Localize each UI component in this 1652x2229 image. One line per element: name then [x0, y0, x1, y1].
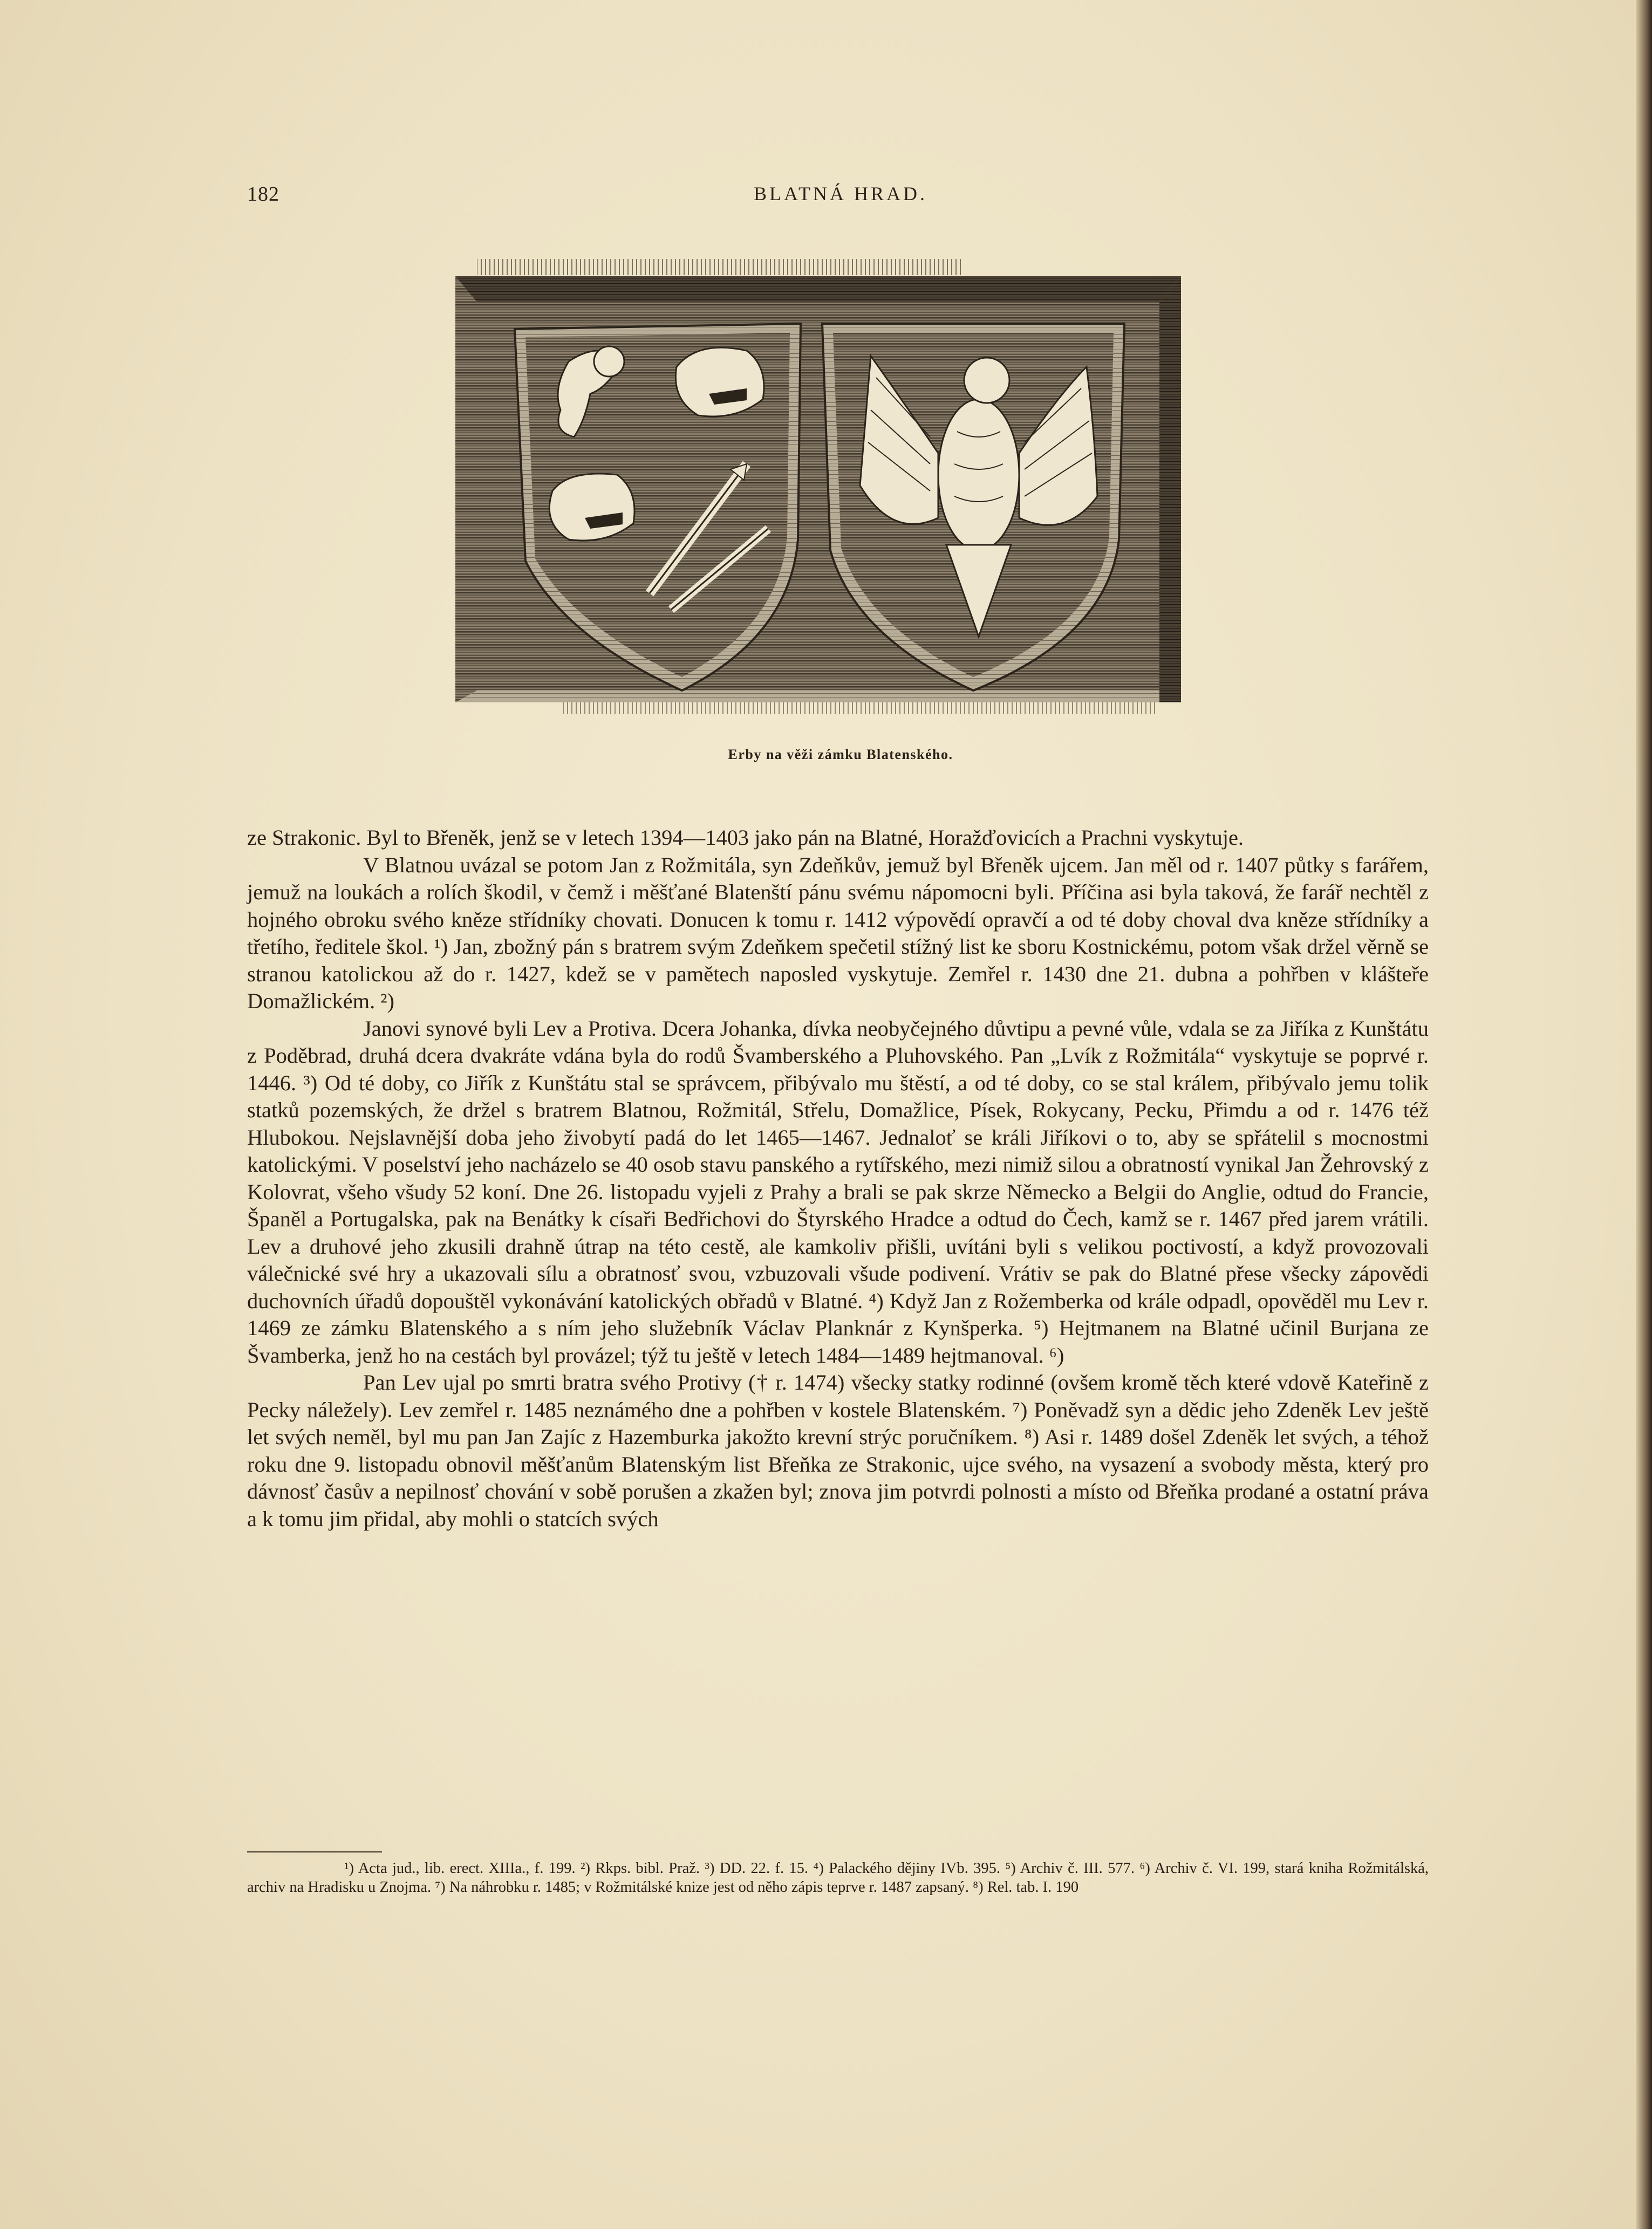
- paragraph-4: Pan Lev ujal po smrti bratra svého Protivy († r. 1474) všecky statky rodinné (ovšem kromě těch které vdově Kateřině z Pecky náležely). Lev zemřel r. 1485 neznámého dne a pohřben v kostele Blatenském. ⁷) Poněvadž syn a dědic jeho Zdeněk Lev ještě let svých neměl, byl mu pan Jan Zajíc z Hazemburka jakožto krevní strýc poručníkem. ⁸) Asi r. 1489 došel Zdeněk let svých, a téhož roku dne 9. listopadu obnovil měšťanům Blatenským list Břeňka ze Strakonic, ujce svého, na vysazení a svobody města, který pro dávnosť časův a nepilnosť chování v sobě porušen a zkažen byl; znova jim potvrdi polnosti a místo od Břeňka prodané a ostatní práva a k tomu jim přidal, aby mohli o statcích svých: [247, 1370, 1429, 1531]
- page-header-title: BLATNÁ HRAD.: [753, 183, 927, 204]
- engraving-illustration: [445, 259, 1194, 715]
- paragraph-3: Janovi synové byli Lev a Protiva. Dcera Johanka, dívka neobyčejného důvtipu a pevné vůle, vdala se za Jiříka z Kunštátu z Poděbrad, druhá dcera dvakráte vdána byla do rodů Švamberského a Pluhovského. Pan „Lvík z Rožmitála“ vyskytuje se poprvé r. 1446. ³) Od té doby, co Jiřík z Kunštátu stal se správcem, přibývalo mu štěstí, a od té doby, co se stal králem, přibývalo jemu tolik statků pozemských, že držel s bratrem Blatnou, Rožmitál, Střelu, Domažlice, Písek, Rokycany, Pecku, Přimdu a od r. 1476 též Hlubokou. Nejslavnější doba jeho živobytí padá do let 1465—1467. Jednaloť se králi Jiříkovi o to, aby se spřátelil s mocnostmi katolickými. V poselství jeho nacházelo se 40 osob stavu panského a rytířského, mezi nimiž silou a obratností vynikal Jan Žehrovský z Kolovrat, všeho všudy 52 koní. Dne 26. listopadu vyjeli z Prahy a brali se pak skrze Německo a Belgii do Anglie, odtud do Francie, Španěl a Portugalska, pak na Benátky k císaři Bedřichovi do Štyrského Hradce a odtud do Čech, kamž se r. 1467 před jarem vrátili. Lev a druhové jeho zkusili drahně útrap na této cestě, ale kamkoliv přišli, uvítáni byli s velikou poctivostí, a když provozovali válečnické své hry a ukazovali sílu a obratnosť svou, vzbuzovali všude podivení. Vrátiv se pak do Blatné přese všecky zápovědi duchovních úřadů dopouštěl vykonávání katolických obřadů v Blatné. ⁴) Když Jan z Rožemberka od krále odpadl, opověděl mu Lev r. 1469 ze zámku Blatenského a s ním jeho služebník Václav Planknár z Kynšperka. ⁵) Hejtmanem na Blatné učinil Burjana ze Švamberka, jenž ho na cestách byl provázel; týž tu ještě v letech 1484—1489 hejtmanoval. ⁶): [247, 1016, 1429, 1368]
- paragraph-2: V Blatnou uvázal se potom Jan z Rožmitála, syn Zdeňkův, jemuž byl Břeněk ujcem. Jan měl od r. 1407 půtky s farářem, jemuž na loukách a rolích škodil, v čemž i měšťané Blatenští pánu svému nápomocni byli. Příčina asi byla taková, že farář nechtěl z hojného obroku svého kněze střídníky chovati. Donucen k tomu r. 1412 výpovědí opravčí a od té doby choval dva kněze střídníky a třetího, ředitele škol. ¹) Jan, zbožný pán s bratrem svým Zdeňkem spečetil stížný list ke sboru Kostnickému, potom však držel věrně se stranou katolickou až do r. 1427, kdež se v pamětech naposled vyskytuje. Zemřel r. 1430 dne 21. dubna a pohřben v klášteře Domažlickém. ²): [247, 852, 1429, 1013]
- page-edge-shadow: [1636, 0, 1652, 2229]
- figure-caption: Erby na věži zámku Blatenského.: [728, 747, 953, 762]
- running-head: [247, 182, 1434, 215]
- body-text: [247, 824, 1429, 1533]
- page-number: 182: [247, 183, 279, 206]
- paragraph-1: ze Strakonic. Byl to Břeněk, jenž se v letech 1394—1403 jako pán na Blatné, Horažďovicích a Prachni vyskytuje.: [247, 825, 1244, 850]
- coat-of-arms-engraving: [445, 259, 1194, 715]
- footnote-rule: [247, 1851, 382, 1852]
- footnotes-text: ¹) Acta jud., lib. erect. XIIIa., f. 199. ²) Rkps. bibl. Praž. ³) DD. 22. f. 15. ⁴) Palackého dějiny IVb. 395. ⁵) Archiv č. III. 577. ⁶) Archiv č. VI. 199, stará kniha Rožmitálská, archiv na Hradisku u Znojma. ⁷) Na náhrobku r. 1485; v Rožmitálské knize jest od něho zápis teprve r. 1487 zapsaný. ⁸) Rel. tab. I. 190: [247, 1860, 1429, 1896]
- footnotes: [247, 1859, 1429, 1897]
